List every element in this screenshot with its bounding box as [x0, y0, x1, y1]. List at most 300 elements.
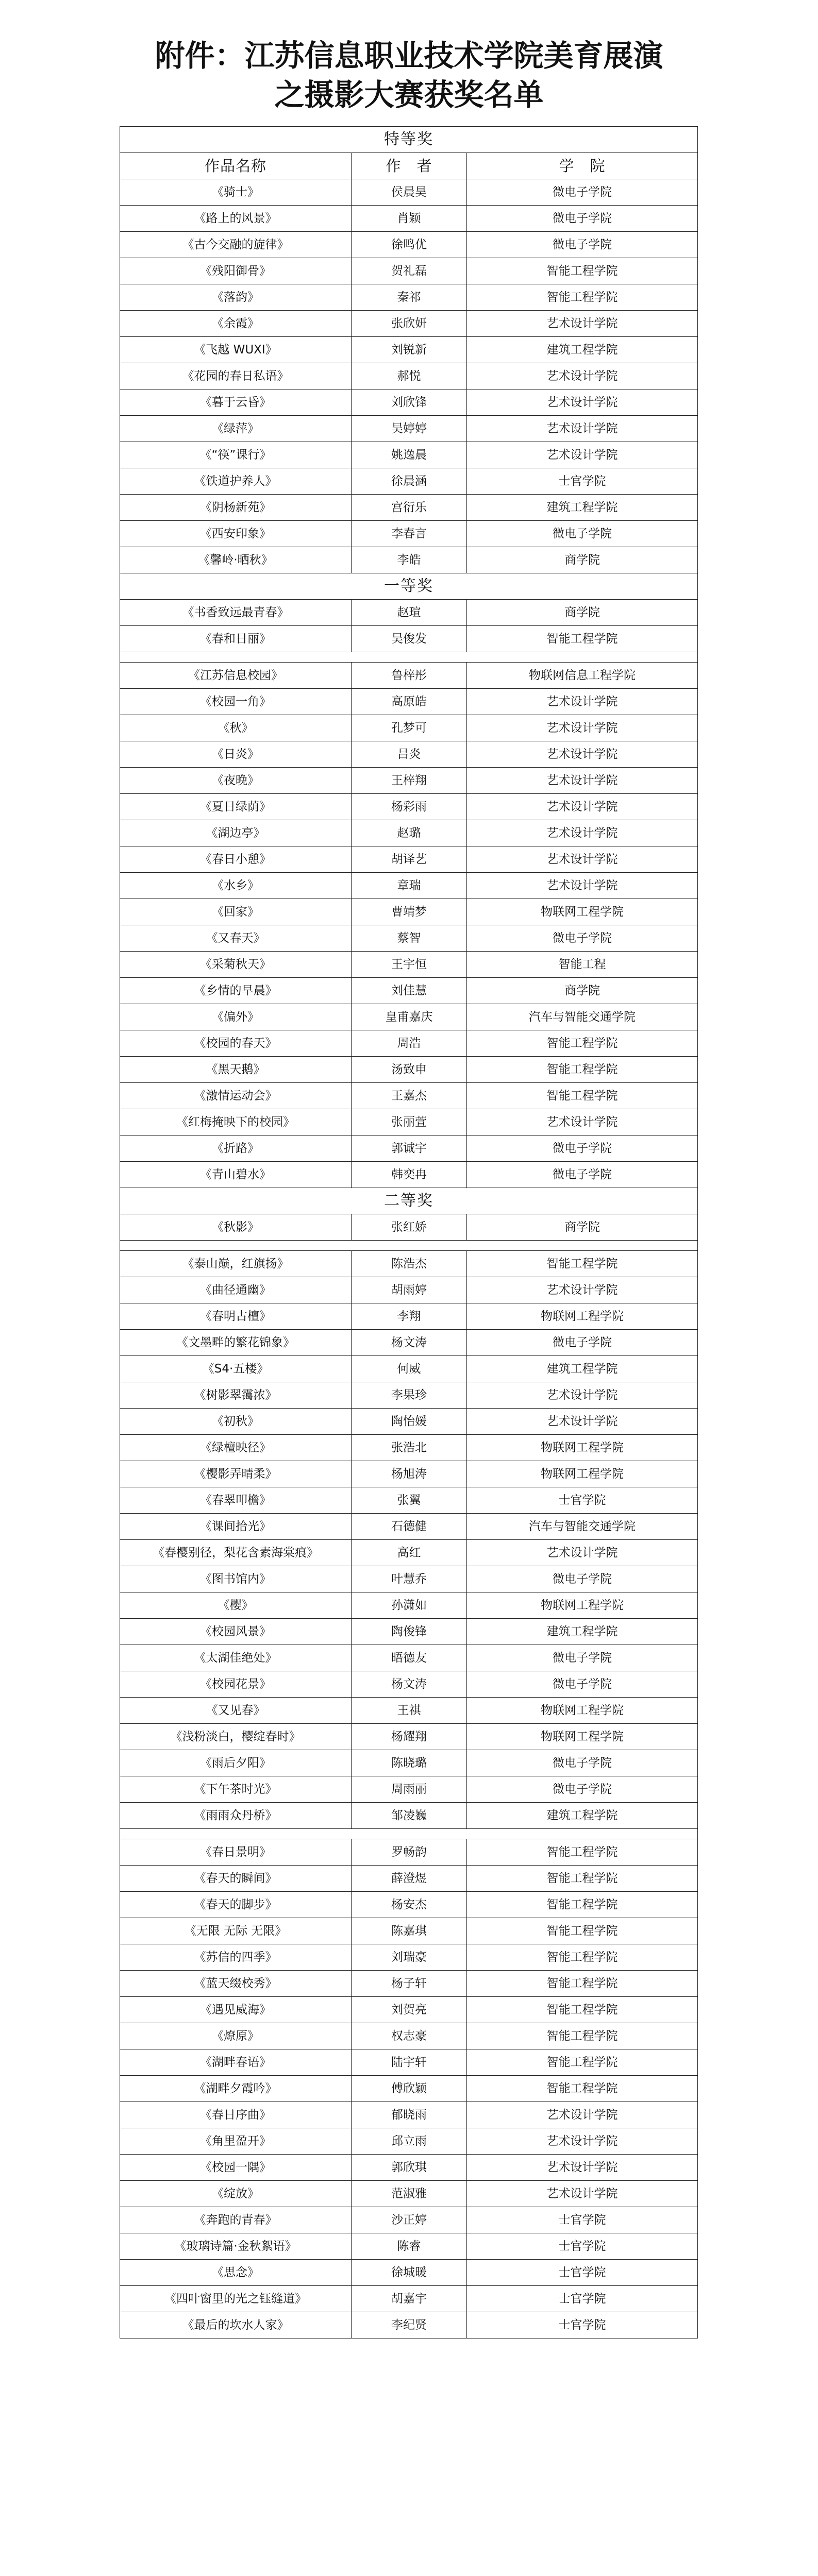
author-name: 刘贺亮	[352, 1997, 467, 2023]
table-row	[120, 626, 698, 652]
table-row	[120, 284, 698, 311]
work-title: 《落韵》	[120, 284, 352, 311]
college-name: 艺术设计学院	[467, 1277, 698, 1303]
table-row	[120, 2181, 698, 2207]
table-row	[120, 1776, 698, 1803]
author-name: 吴婷婷	[352, 416, 467, 442]
tier-row	[120, 573, 698, 600]
college-name: 商学院	[467, 978, 698, 1004]
table-row	[120, 1671, 698, 1698]
table-row	[120, 1698, 698, 1724]
table-row	[120, 689, 698, 715]
college-name: 微电子学院	[467, 1776, 698, 1803]
table-row	[120, 820, 698, 846]
author-name: 孙潇如	[352, 1592, 467, 1619]
table-row	[120, 1487, 698, 1514]
table-row	[120, 1997, 698, 2023]
college-name: 微电子学院	[467, 1162, 698, 1188]
work-title: 《夜晚》	[120, 768, 352, 794]
college-name: 艺术设计学院	[467, 2102, 698, 2128]
author-name: 赵璐	[352, 820, 467, 846]
table-row	[120, 899, 698, 925]
table-row	[120, 1803, 698, 1829]
author-name: 杨文涛	[352, 1671, 467, 1698]
college-name: 智能工程学院	[467, 1944, 698, 1971]
author-name: 周雨丽	[352, 1776, 467, 1803]
table-row	[120, 2023, 698, 2049]
table-row	[120, 495, 698, 521]
college-name: 物联网工程学院	[467, 1435, 698, 1461]
table-row	[120, 1461, 698, 1487]
college-name: 智能工程学院	[467, 1251, 698, 1277]
table-row	[120, 1866, 698, 1892]
table-row	[120, 1619, 698, 1645]
college-name: 艺术设计学院	[467, 442, 698, 468]
work-title: 《春和日丽》	[120, 626, 352, 652]
table-row	[120, 715, 698, 741]
college-name: 士官学院	[467, 2233, 698, 2260]
college-name: 智能工程学院	[467, 1839, 698, 1866]
table-row	[120, 2207, 698, 2233]
author-name: 郝悦	[352, 363, 467, 389]
document-title	[0, 36, 818, 114]
college-name: 艺术设计学院	[467, 689, 698, 715]
table-row	[120, 1251, 698, 1277]
table-row	[120, 925, 698, 952]
table-row	[120, 547, 698, 573]
header-author: 作 者	[352, 153, 467, 179]
work-title: 《校园一角》	[120, 689, 352, 715]
work-title: 《黑天鹅》	[120, 1057, 352, 1083]
college-name: 士官学院	[467, 2207, 698, 2233]
college-name: 微电子学院	[467, 232, 698, 258]
author-name: 张欣妍	[352, 311, 467, 337]
work-title: 《飞越 WUXI》	[120, 337, 352, 363]
group-separator	[120, 652, 698, 663]
college-name: 艺术设计学院	[467, 1382, 698, 1409]
author-name: 侯晨昊	[352, 179, 467, 206]
college-name: 艺术设计学院	[467, 1109, 698, 1136]
author-name: 杨文涛	[352, 1330, 467, 1356]
table-row	[120, 2286, 698, 2312]
table-row	[120, 363, 698, 389]
table-row	[120, 206, 698, 232]
tier-heading: 二等奖	[120, 1188, 698, 1214]
college-name: 商学院	[467, 1214, 698, 1241]
work-title: 《江苏信息校园》	[120, 663, 352, 689]
author-name: 石德健	[352, 1514, 467, 1540]
work-title: 《青山碧水》	[120, 1162, 352, 1188]
author-name: 蔡智	[352, 925, 467, 952]
college-name: 微电子学院	[467, 925, 698, 952]
college-name: 智能工程学院	[467, 1918, 698, 1944]
tier-heading: 特等奖	[120, 127, 698, 153]
work-title: 《绿檀映径》	[120, 1435, 352, 1461]
author-name: 罗畅韵	[352, 1839, 467, 1866]
table-row	[120, 2260, 698, 2286]
work-title: 《遇见威海》	[120, 1997, 352, 2023]
college-name: 智能工程学院	[467, 1892, 698, 1918]
college-name: 建筑工程学院	[467, 337, 698, 363]
group-separator	[120, 1241, 698, 1251]
author-name: 李翔	[352, 1303, 467, 1330]
author-name: 韩奕冉	[352, 1162, 467, 1188]
author-name: 王宇恒	[352, 952, 467, 978]
table-row	[120, 794, 698, 820]
author-name: 杨彩雨	[352, 794, 467, 820]
work-title: 《铁道护养人》	[120, 468, 352, 495]
author-name: 吴俊发	[352, 626, 467, 652]
author-name: 姚逸晨	[352, 442, 467, 468]
work-title: 《夏日绿荫》	[120, 794, 352, 820]
group-separator-row	[120, 1829, 698, 1839]
author-name: 权志豪	[352, 2023, 467, 2049]
college-name: 物联网工程学院	[467, 1461, 698, 1487]
work-title: 《雨后夕阳》	[120, 1750, 352, 1776]
work-title: 《湖边亭》	[120, 820, 352, 846]
table-row	[120, 468, 698, 495]
author-name: 邱立雨	[352, 2128, 467, 2155]
work-title: 《泰山巅，红旗扬》	[120, 1251, 352, 1277]
table-row	[120, 1592, 698, 1619]
table-row	[120, 1750, 698, 1776]
college-name: 艺术设计学院	[467, 2128, 698, 2155]
table-row	[120, 2102, 698, 2128]
table-row	[120, 952, 698, 978]
author-name: 陶俊锋	[352, 1619, 467, 1645]
college-name: 微电子学院	[467, 521, 698, 547]
author-name: 刘佳慧	[352, 978, 467, 1004]
work-title: 《校园花景》	[120, 1671, 352, 1698]
author-name: 胡雨婷	[352, 1277, 467, 1303]
author-name: 王嘉杰	[352, 1083, 467, 1109]
college-name: 智能工程学院	[467, 2076, 698, 2102]
college-name: 智能工程学院	[467, 1971, 698, 1997]
college-name: 物联网信息工程学院	[467, 663, 698, 689]
work-title: 《湖畔春语》	[120, 2049, 352, 2076]
author-name: 宫衍乐	[352, 495, 467, 521]
author-name: 王梓翔	[352, 768, 467, 794]
college-name: 智能工程学院	[467, 284, 698, 311]
table-row	[120, 741, 698, 768]
table-row	[120, 442, 698, 468]
work-title: 《无限 无际 无限》	[120, 1918, 352, 1944]
work-title: 《古今交融的旋律》	[120, 232, 352, 258]
work-title: 《文墨畔的繁花锦象》	[120, 1330, 352, 1356]
author-name: 郭欣琪	[352, 2155, 467, 2181]
college-name: 士官学院	[467, 2286, 698, 2312]
author-name: 杨耀翔	[352, 1724, 467, 1750]
work-title: 《残阳御骨》	[120, 258, 352, 284]
work-title: 《最后的坎水人家》	[120, 2312, 352, 2338]
table-row	[120, 1330, 698, 1356]
table-row	[120, 258, 698, 284]
table-row	[120, 1435, 698, 1461]
work-title: 《图书馆内》	[120, 1566, 352, 1592]
title-line-2: 之摄影大赛获奖名单	[274, 77, 544, 112]
tier-row	[120, 1188, 698, 1214]
college-name: 艺术设计学院	[467, 363, 698, 389]
author-name: 张浩北	[352, 1435, 467, 1461]
author-name: 赵瑄	[352, 600, 467, 626]
table-row	[120, 1277, 698, 1303]
author-name: 郁晓雨	[352, 2102, 467, 2128]
table-row	[120, 521, 698, 547]
author-name: 张红娇	[352, 1214, 467, 1241]
table-row	[120, 232, 698, 258]
work-title: 《又春天》	[120, 925, 352, 952]
college-name: 智能工程学院	[467, 2023, 698, 2049]
author-name: 徐鸣优	[352, 232, 467, 258]
college-name: 艺术设计学院	[467, 2155, 698, 2181]
college-name: 建筑工程学院	[467, 1619, 698, 1645]
college-name: 微电子学院	[467, 1671, 698, 1698]
table-row	[120, 1004, 698, 1030]
table-row	[120, 2128, 698, 2155]
table-row	[120, 1839, 698, 1866]
table-row	[120, 873, 698, 899]
author-name: 李纪贤	[352, 2312, 467, 2338]
author-name: 陈晓璐	[352, 1750, 467, 1776]
table-row	[120, 846, 698, 873]
tier-heading: 一等奖	[120, 573, 698, 600]
college-name: 物联网工程学院	[467, 1592, 698, 1619]
college-name: 物联网工程学院	[467, 1698, 698, 1724]
work-title: 《春天的脚步》	[120, 1892, 352, 1918]
work-title: 《日炎》	[120, 741, 352, 768]
college-name: 微电子学院	[467, 206, 698, 232]
work-title: 《西安印象》	[120, 521, 352, 547]
author-name: 刘瑞豪	[352, 1944, 467, 1971]
work-title: 《初秋》	[120, 1409, 352, 1435]
work-title: 《激情运动会》	[120, 1083, 352, 1109]
college-name: 汽车与智能交通学院	[467, 1004, 698, 1030]
college-name: 艺术设计学院	[467, 1540, 698, 1566]
table-row	[120, 2233, 698, 2260]
work-title: 《春日小憩》	[120, 846, 352, 873]
college-name: 智能工程学院	[467, 1030, 698, 1057]
author-name: 皇甫嘉庆	[352, 1004, 467, 1030]
college-name: 艺术设计学院	[467, 416, 698, 442]
college-name: 微电子学院	[467, 1645, 698, 1671]
college-name: 艺术设计学院	[467, 820, 698, 846]
work-title: 《“筷”课行》	[120, 442, 352, 468]
college-name: 艺术设计学院	[467, 311, 698, 337]
table-row	[120, 337, 698, 363]
author-name: 徐晨涵	[352, 468, 467, 495]
author-name: 胡嘉宇	[352, 2286, 467, 2312]
work-title: 《春日序曲》	[120, 2102, 352, 2128]
college-name: 商学院	[467, 547, 698, 573]
work-title: 《蓝天缀校秀》	[120, 1971, 352, 1997]
author-name: 李春言	[352, 521, 467, 547]
work-title: 《校园风景》	[120, 1619, 352, 1645]
author-name: 胡译艺	[352, 846, 467, 873]
table-row	[120, 1645, 698, 1671]
author-name: 周浩	[352, 1030, 467, 1057]
college-name: 微电子学院	[467, 1330, 698, 1356]
author-name: 章瑞	[352, 873, 467, 899]
college-name: 士官学院	[467, 2312, 698, 2338]
work-title: 《绿萍》	[120, 416, 352, 442]
author-name: 杨子轩	[352, 1971, 467, 1997]
college-name: 智能工程学院	[467, 258, 698, 284]
table-row	[120, 1540, 698, 1566]
work-title: 《雨雨众丹桥》	[120, 1803, 352, 1829]
table-row	[120, 1356, 698, 1382]
table-row	[120, 1303, 698, 1330]
work-title: 《曲径通幽》	[120, 1277, 352, 1303]
college-name: 微电子学院	[467, 179, 698, 206]
work-title: 《校园一隅》	[120, 2155, 352, 2181]
college-name: 建筑工程学院	[467, 1356, 698, 1382]
table-row	[120, 1944, 698, 1971]
table-row	[120, 2312, 698, 2338]
college-name: 艺术设计学院	[467, 1409, 698, 1435]
author-name: 陆宇轩	[352, 2049, 467, 2076]
table-row	[120, 1083, 698, 1109]
table-row	[120, 1514, 698, 1540]
work-title: 《浅粉淡白，樱绽春时》	[120, 1724, 352, 1750]
college-name: 建筑工程学院	[467, 495, 698, 521]
table-row	[120, 311, 698, 337]
table-row	[120, 1892, 698, 1918]
work-title: 《又见春》	[120, 1698, 352, 1724]
work-title: 《奔跑的青春》	[120, 2207, 352, 2233]
author-name: 吕炎	[352, 741, 467, 768]
author-name: 陶怡媛	[352, 1409, 467, 1435]
author-name: 郭诚宇	[352, 1136, 467, 1162]
header-work: 作品名称	[120, 153, 352, 179]
work-title: 《乡情的早晨》	[120, 978, 352, 1004]
college-name: 艺术设计学院	[467, 768, 698, 794]
table-row	[120, 1724, 698, 1750]
author-name: 陈浩杰	[352, 1251, 467, 1277]
table-row	[120, 1382, 698, 1409]
college-name: 建筑工程学院	[467, 1803, 698, 1829]
college-name: 智能工程	[467, 952, 698, 978]
author-name: 鲁梓彤	[352, 663, 467, 689]
work-title: 《四叶窗里的光之钰缝道》	[120, 2286, 352, 2312]
table-row	[120, 1214, 698, 1241]
author-name: 汤致申	[352, 1057, 467, 1083]
author-name: 曹靖梦	[352, 899, 467, 925]
college-name: 商学院	[467, 600, 698, 626]
author-name: 王祺	[352, 1698, 467, 1724]
author-name: 沙正婷	[352, 2207, 467, 2233]
table-row	[120, 768, 698, 794]
work-title: 《红梅掩映下的校园》	[120, 1109, 352, 1136]
college-name: 艺术设计学院	[467, 846, 698, 873]
work-title: 《角里盈开》	[120, 2128, 352, 2155]
author-name: 张翼	[352, 1487, 467, 1514]
table-row	[120, 1136, 698, 1162]
college-name: 智能工程学院	[467, 1083, 698, 1109]
author-name: 晤德友	[352, 1645, 467, 1671]
college-name: 艺术设计学院	[467, 873, 698, 899]
work-title: 《春樱别径，梨花含素海棠痕》	[120, 1540, 352, 1566]
work-title: 《樱影弄晴柔》	[120, 1461, 352, 1487]
work-title: 《水乡》	[120, 873, 352, 899]
work-title: 《太湖佳绝处》	[120, 1645, 352, 1671]
author-name: 范淑雅	[352, 2181, 467, 2207]
author-name: 杨安杰	[352, 1892, 467, 1918]
college-name: 微电子学院	[467, 1566, 698, 1592]
work-title: 《春天的瞬间》	[120, 1866, 352, 1892]
table-row	[120, 1971, 698, 1997]
header-college: 学 院	[467, 153, 698, 179]
college-name: 物联网工程学院	[467, 899, 698, 925]
author-name: 叶慧乔	[352, 1566, 467, 1592]
table-row	[120, 2076, 698, 2102]
table-row	[120, 663, 698, 689]
college-name: 士官学院	[467, 1487, 698, 1514]
work-title: 《偏外》	[120, 1004, 352, 1030]
college-name: 智能工程学院	[467, 1997, 698, 2023]
table-row	[120, 1030, 698, 1057]
college-name: 物联网工程学院	[467, 1724, 698, 1750]
work-title: 《采菊秋天》	[120, 952, 352, 978]
college-name: 微电子学院	[467, 1750, 698, 1776]
work-title: 《课间拾光》	[120, 1514, 352, 1540]
author-name: 邹凌巍	[352, 1803, 467, 1829]
table-row	[120, 600, 698, 626]
work-title: 《玻璃诗篇·金秋絮语》	[120, 2233, 352, 2260]
author-name: 李皓	[352, 547, 467, 573]
table-row	[120, 416, 698, 442]
table-row	[120, 2049, 698, 2076]
author-name: 孔梦可	[352, 715, 467, 741]
author-name: 陈睿	[352, 2233, 467, 2260]
author-name: 张丽萱	[352, 1109, 467, 1136]
work-title: 《樱》	[120, 1592, 352, 1619]
author-name: 何威	[352, 1356, 467, 1382]
college-name: 智能工程学院	[467, 2049, 698, 2076]
college-name: 士官学院	[467, 468, 698, 495]
author-name: 高红	[352, 1540, 467, 1566]
work-title: 《馨岭·晒秋》	[120, 547, 352, 573]
group-separator-row	[120, 652, 698, 663]
college-name: 物联网工程学院	[467, 1303, 698, 1330]
work-title: 《秋》	[120, 715, 352, 741]
college-name: 智能工程学院	[467, 1057, 698, 1083]
work-title: 《苏信的四季》	[120, 1944, 352, 1971]
college-name: 士官学院	[467, 2260, 698, 2286]
table-row	[120, 1109, 698, 1136]
work-title: 《思念》	[120, 2260, 352, 2286]
college-name: 微电子学院	[467, 1136, 698, 1162]
author-name: 傅欣颖	[352, 2076, 467, 2102]
group-separator-row	[120, 1241, 698, 1251]
author-name: 李果珍	[352, 1382, 467, 1409]
table-row	[120, 1918, 698, 1944]
table-row	[120, 2155, 698, 2181]
work-title: 《春日景明》	[120, 1839, 352, 1866]
author-name: 陈嘉琪	[352, 1918, 467, 1944]
college-name: 艺术设计学院	[467, 741, 698, 768]
work-title: 《S4·五楼》	[120, 1356, 352, 1382]
college-name: 智能工程学院	[467, 626, 698, 652]
college-name: 艺术设计学院	[467, 389, 698, 416]
work-title: 《春翠叩檐》	[120, 1487, 352, 1514]
work-title: 《暮于云昏》	[120, 389, 352, 416]
college-name: 艺术设计学院	[467, 715, 698, 741]
work-title: 《花园的春日私语》	[120, 363, 352, 389]
table-row	[120, 1409, 698, 1435]
work-title: 《绽放》	[120, 2181, 352, 2207]
author-name: 徐城暖	[352, 2260, 467, 2286]
college-name: 艺术设计学院	[467, 2181, 698, 2207]
